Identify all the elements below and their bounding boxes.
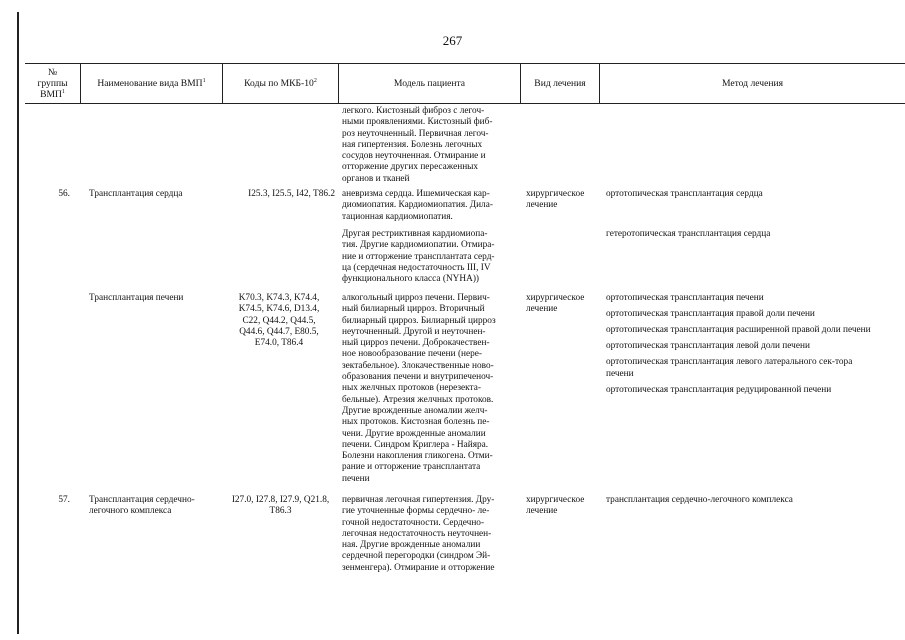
vmp-name: Трансплантация сердца <box>89 189 183 199</box>
scan-left-edge <box>17 12 19 634</box>
treatment-method: ортотопическая трансплантация правой доли печени <box>606 309 815 320</box>
patient-model: Другая рестриктивная кардиомиопа- тия. Другие кардиомиопатии. Отмира- ние и отторжение трансплантата серд- ца (сердечная недостаточность III, IV функционального класса (NYHA)) <box>342 229 495 285</box>
header-group-number: № группы ВМП$^1$ <box>37 67 68 100</box>
treatment-method: трансплантация сердечно-легочного комплекса <box>606 495 793 505</box>
header-icd-codes: Коды по МКБ-$10^2$ <box>244 77 317 89</box>
row-number: 57. <box>58 495 70 505</box>
treatment-type: хирургическое лечение <box>526 293 585 315</box>
header-treatment-method: Метод лечения <box>721 78 784 89</box>
header-patient-model: Модель пациента <box>393 78 466 89</box>
patient-model: аневризма сердца. Ишемическая кар- диомиопатия. Кардиомиопатия. Дила- тационная кардиомиопатия. <box>342 189 493 222</box>
treatment-method: ортотопическая трансплантация сердца <box>606 189 763 199</box>
patient-model: алкогольный цирроз печени. Первич- ный билиарный цирроз. Вторичный билиарный цирроз. Билиарный цирроз неуточненный. Другой и неуточнен- ный цирроз печени. Доброкачествен- ное новообразование печени (нере- зектабельное). Злокачественные ново- образования печени и внутрипеченоч- ных желчных протоков (нерезекта- бельные). Атрезия желчных протоков. Другие врожденные аномалии желч- ных протоков. Кистозная болезнь пе- чени. Другие врожденные аномалии печени. Синдром Криглера - Найяра. Болезни накопления гликогена. Отми- рание и отторжение трансплантата печени <box>342 293 496 484</box>
treatment-method: гетеротопическая трансплантация сердца <box>606 229 771 239</box>
icd-codes: I25.3, I25.5, I42, T86.2 <box>248 189 335 199</box>
treatment-method: ортотопическая трансплантация левого латерального сек-тора печени <box>606 357 853 379</box>
treatment-type: хирургическое лечение <box>526 495 585 517</box>
page-number: 267 <box>442 33 463 48</box>
patient-model: первичная легочная гипертензия. Дру- гие уточненные формы сердечно- ле- гочной недостаточности. Сердечно- легочная недостаточность неуточнен- ная. Другие врожденные аномалии сердечной перегородки (синдром Эй- зенменгера). Отмирание и отторжение <box>342 495 495 573</box>
patient-model-continuation: легкого. Кистозный фиброз с легоч- ными проявлениями. Кистозный фиб- роз неуточненный. Первичная легоч- ная гипертензия. Болезнь легочных сосудов неуточненная. Отмирание и отторжение других пересаженных органов и тканей <box>342 106 493 184</box>
treatment-method: ортотопическая трансплантация печени <box>606 293 764 303</box>
vmp-name: Трансплантация сердечно- легочного комплекса <box>89 495 195 517</box>
header-treatment-type: Вид лечения <box>534 78 586 89</box>
treatment-methods-list <box>606 293 882 401</box>
icd-codes: K70.3, K74.3, K74.4, K74.5, K74.6, D13.4, C22, Q44.2, Q44.5, Q44.6, Q44.7, E80.5, E74.0, T86.4 <box>238 293 320 349</box>
treatment-method: ортотопическая трансплантация редуцированной печени <box>606 384 832 395</box>
treatment-type: хирургическое лечение <box>526 189 585 211</box>
treatment-method: ортотопическая трансплантация расширенной правой доли печени <box>606 325 871 336</box>
icd-codes: I27.0, I27.8, I27.9, Q21.8, T86.3 <box>231 495 330 517</box>
header-vmp-name: Наименование вида ВМП$^1$ <box>97 77 206 89</box>
treatment-method: ортотопическая трансплантация левой доли печени <box>606 341 810 352</box>
row-number: 56. <box>58 189 70 199</box>
table-header-bottom-border <box>25 103 905 104</box>
vmp-name: Трансплантация печени <box>89 293 184 303</box>
